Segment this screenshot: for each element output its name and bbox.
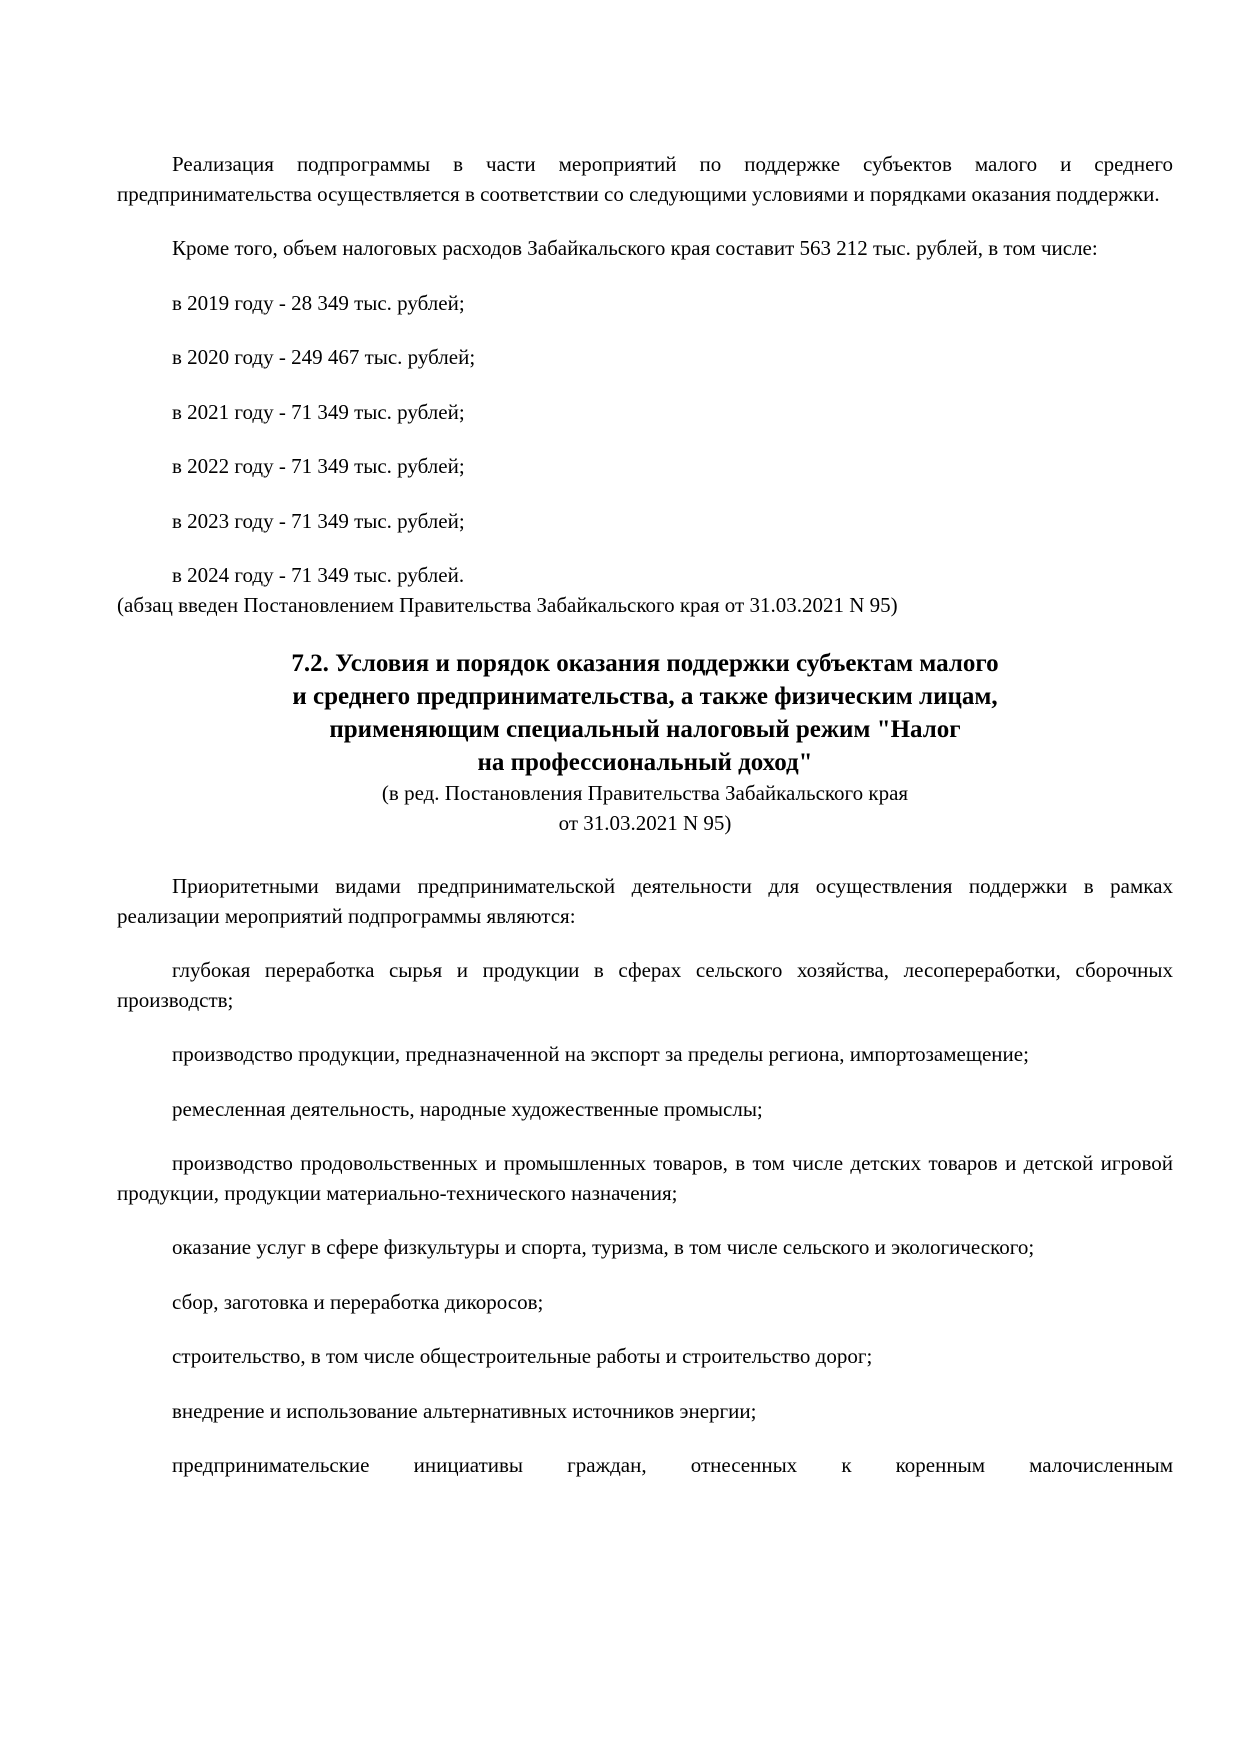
tax-expenditure-paragraph: Кроме того, объем налоговых расходов Забайкальского края составит 563 212 тыс. рублей, в том числе: <box>172 236 1098 260</box>
section-heading-line-3: применяющим специальный налоговый режим "Налог <box>329 716 961 743</box>
document-page <box>117 150 1173 1506</box>
section-heading-line-2: и среднего предпринимательства, а также физическим лицам, <box>292 683 998 710</box>
priority-intro-paragraph: Приоритетными видами предпринимательской деятельности для осуществления поддержки в рамках реализации мероприятий подпрограммы являются: <box>117 874 1173 928</box>
section-heading-block <box>117 647 1173 838</box>
tax-year-2022: в 2022 году - 71 349 тыс. рублей; <box>172 454 465 478</box>
priority-item: строительство, в том числе общестроительные работы и строительство дорог; <box>172 1344 873 1368</box>
tax-year-2020: в 2020 году - 249 467 тыс. рублей; <box>172 345 476 369</box>
intro-paragraph: Реализация подпрограммы в части мероприятий по поддержке субъектов малого и среднего предпринимательства осуществляется в соответствии со следующими условиями и порядками оказания поддержки. <box>117 152 1173 206</box>
tax-year-2019: в 2019 году - 28 349 тыс. рублей; <box>172 290 465 315</box>
section-revision-line-1: (в ред. Постановления Правительства Забайкальского края <box>381 781 909 805</box>
priority-item: производство продукции, предназначенной на экспорт за пределы региона, импортозамещение; <box>172 1042 1029 1066</box>
tax-year-2021: в 2021 году - 71 349 тыс. рублей; <box>172 399 465 424</box>
priority-item: ремесленная деятельность, народные художественные промыслы; <box>172 1096 763 1121</box>
priority-item: сбор, заготовка и переработка дикоросов; <box>172 1289 544 1314</box>
tax-year-2024: в 2024 году - 71 349 тыс. рублей. <box>172 563 465 587</box>
section-heading-line-4: на профессиональный доход" <box>477 749 813 776</box>
priority-item: предпринимательские инициативы граждан, отнесенных к коренным малочисленным <box>172 1453 1173 1477</box>
priority-item: оказание услуг в сфере физкультуры и спорта, туризма, в том числе сельского и экологического; <box>172 1235 1035 1259</box>
section-heading-line-1: 7.2. Условия и порядок оказания поддержки субъектам малого <box>291 650 999 677</box>
priority-item: производство продовольственных и промышленных товаров, в том числе детских товаров и детской игровой продукции, продукции материально-технического назначения; <box>117 1151 1173 1205</box>
amendment-note: (абзац введен Постановлением Правительства Забайкальского края от 31.03.2021 N 95) <box>117 592 898 617</box>
section-revision-line-2: от 31.03.2021 N 95) <box>558 810 732 835</box>
priority-item: внедрение и использование альтернативных источников энергии; <box>172 1398 757 1423</box>
priority-item: глубокая переработка сырья и продукции в сферах сельского хозяйства, лесопереработки, сборочных производств; <box>117 958 1173 1012</box>
tax-year-2023: в 2023 году - 71 349 тыс. рублей; <box>172 508 465 533</box>
